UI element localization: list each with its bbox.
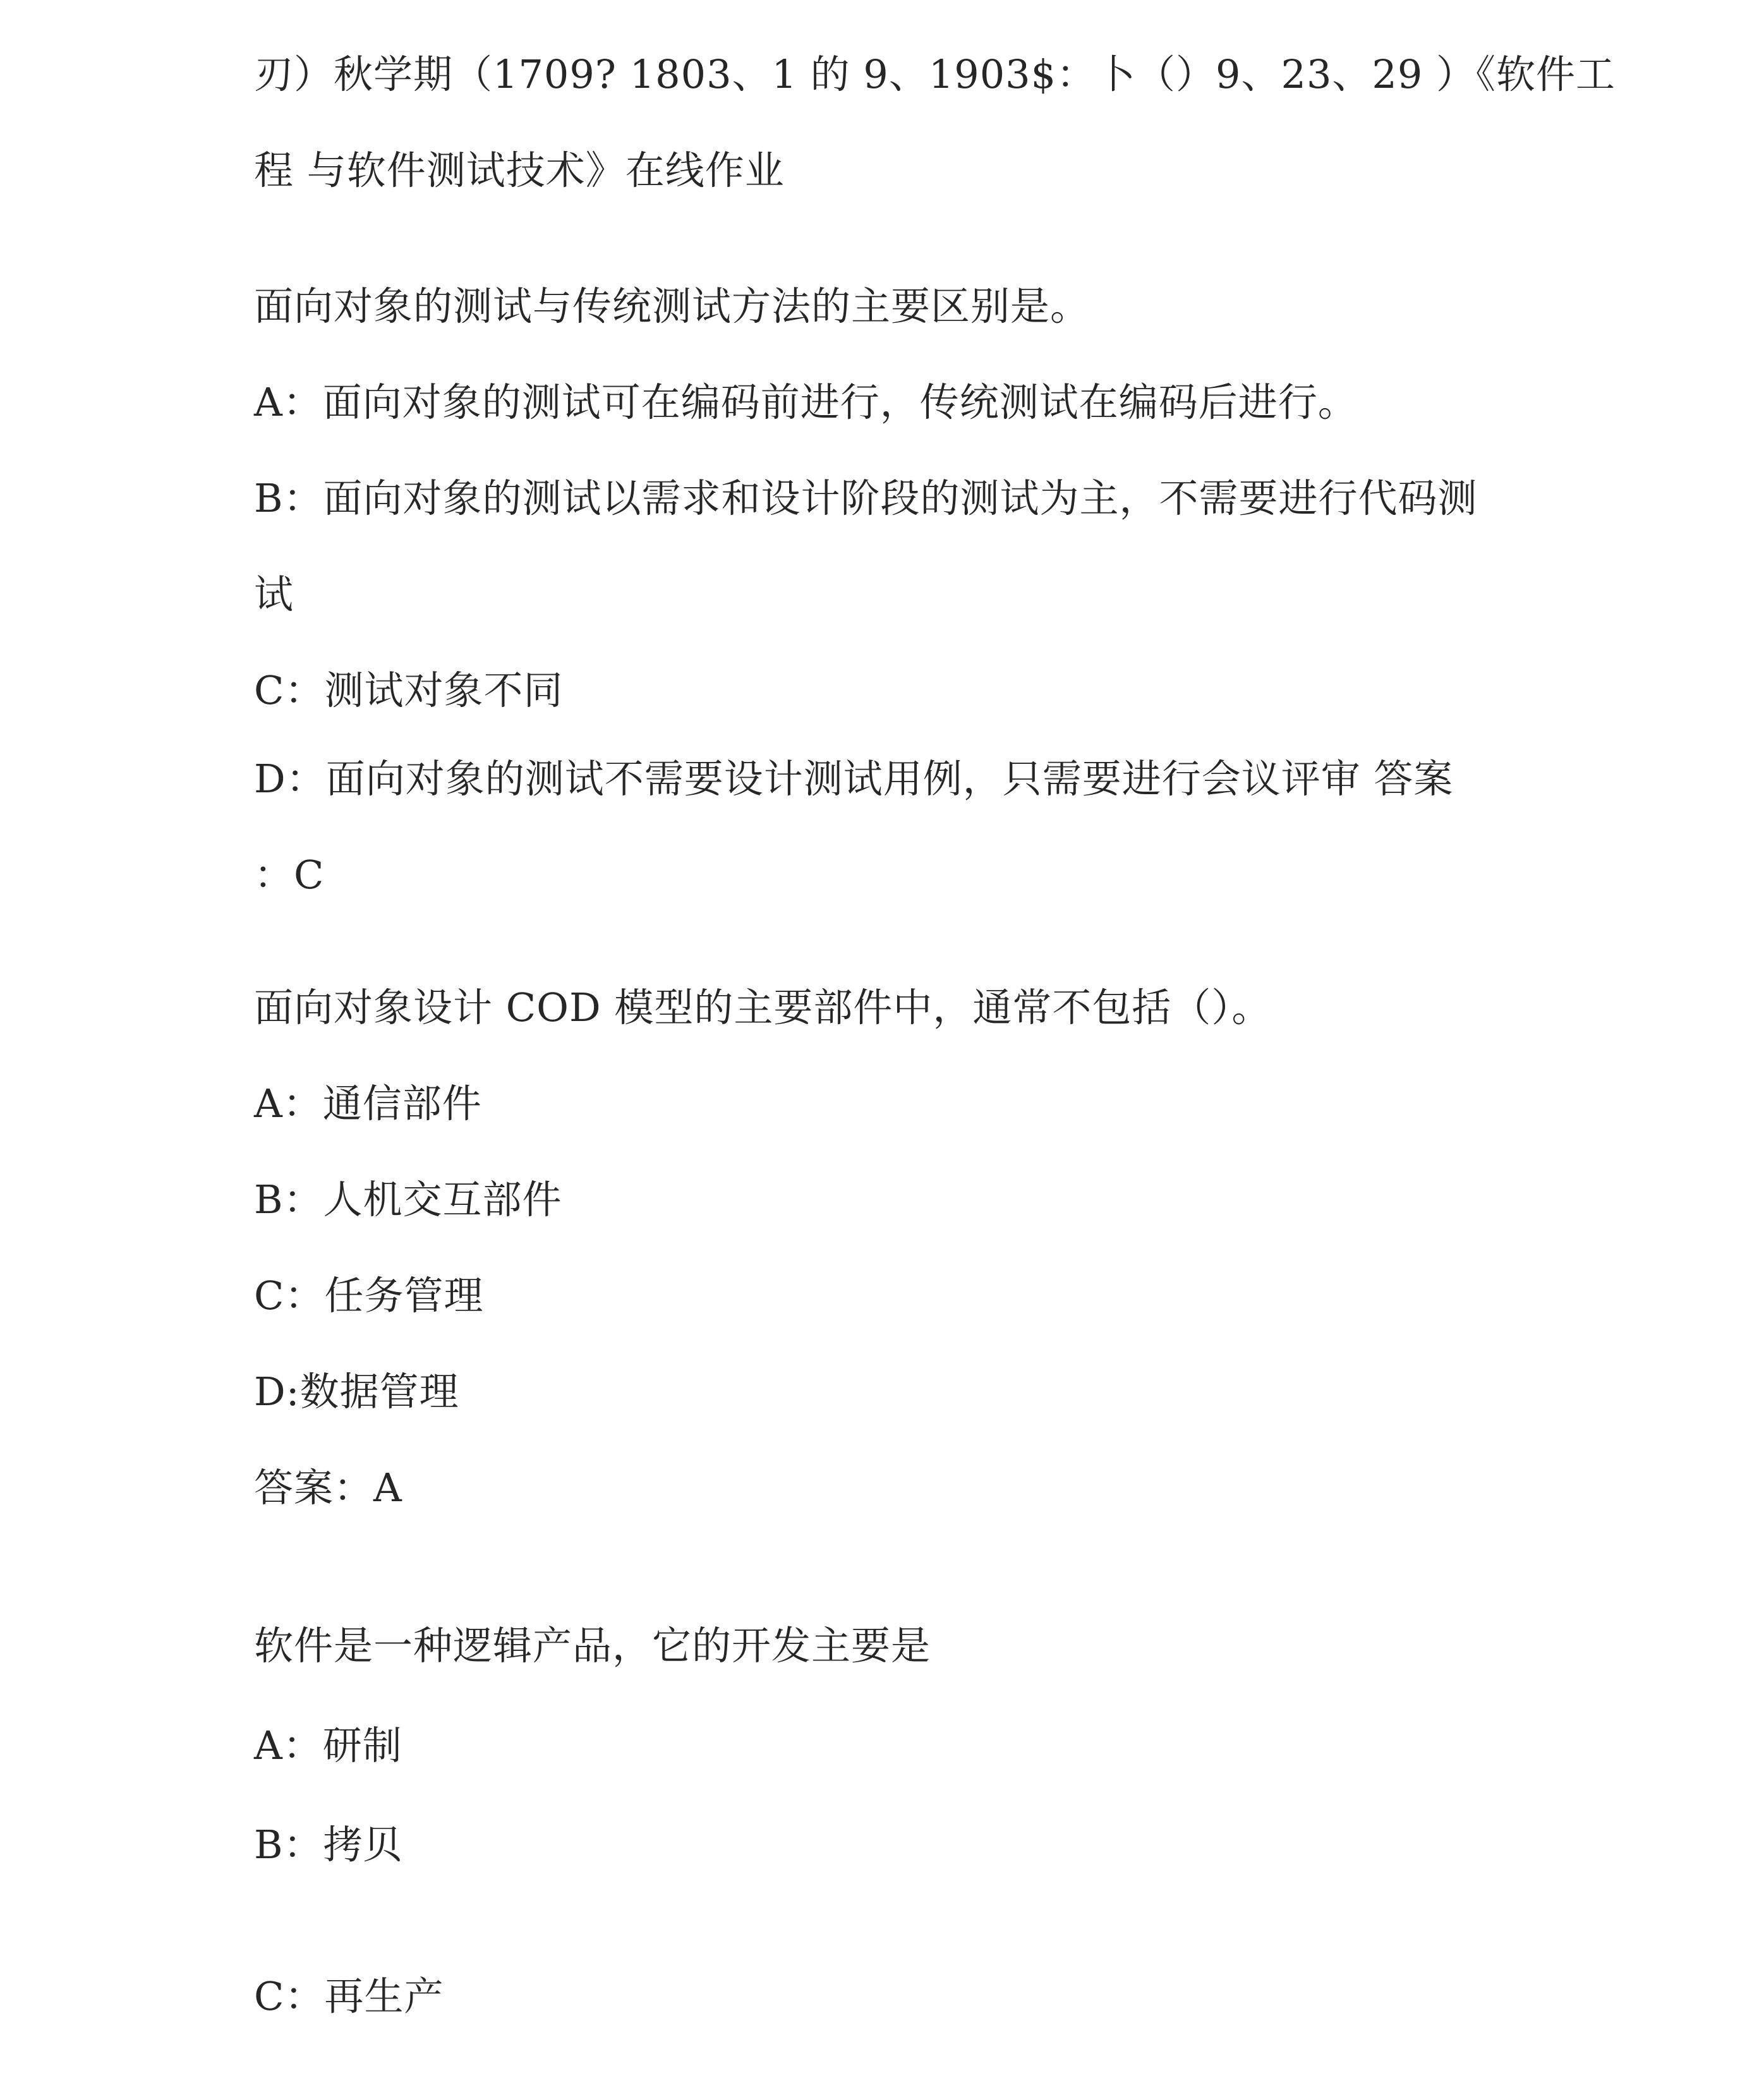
question-2-answer: 答案：A — [254, 1465, 402, 1511]
question-2-option-a: A：通信部件 — [254, 1080, 482, 1127]
question-1-option-b: B：面向对象的测试以需求和设计阶段的测试为主，不需要进行代码测 — [254, 475, 1478, 521]
question-2-stem: 面向对象设计 COD 模型的主要部件中，通常不包括（）。 — [254, 984, 1272, 1030]
question-2-option-b: B：人机交互部件 — [254, 1176, 562, 1223]
question-1-stem: 面向对象的测试与传统测试方法的主要区别是。 — [254, 283, 1090, 329]
question-1-option-b-continued: 试 — [254, 571, 294, 617]
document-title-line-1: 刃）秋学期（1709? 1803、1 的 9、1903$：卜（）9、23、29 ）《软件工 — [254, 51, 1616, 97]
question-2-option-c: C：任务管理 — [254, 1272, 484, 1319]
question-1-option-c: C：测试对象不同 — [254, 667, 564, 713]
document-title-line-2: 程 与软件测试技术》在线作业 — [254, 147, 785, 193]
question-3-option-b: B：拷贝 — [254, 1822, 403, 1868]
question-1-answer: ：C — [254, 852, 325, 898]
question-1-option-a: A：面向对象的测试可在编码前进行，传统测试在编码后进行。 — [254, 379, 1358, 425]
question-3-option-c: C：再生产 — [254, 1973, 444, 2019]
question-2-option-d: D:数据管理 — [254, 1369, 459, 1415]
question-3-stem: 软件是一种逻辑产品，它的开发主要是 — [254, 1623, 931, 1669]
question-1-option-d: D：面向对象的测试不需要设计测试用例，只需要进行会议评审 答案 — [254, 756, 1454, 802]
question-3-option-a: A：研制 — [254, 1722, 402, 1768]
